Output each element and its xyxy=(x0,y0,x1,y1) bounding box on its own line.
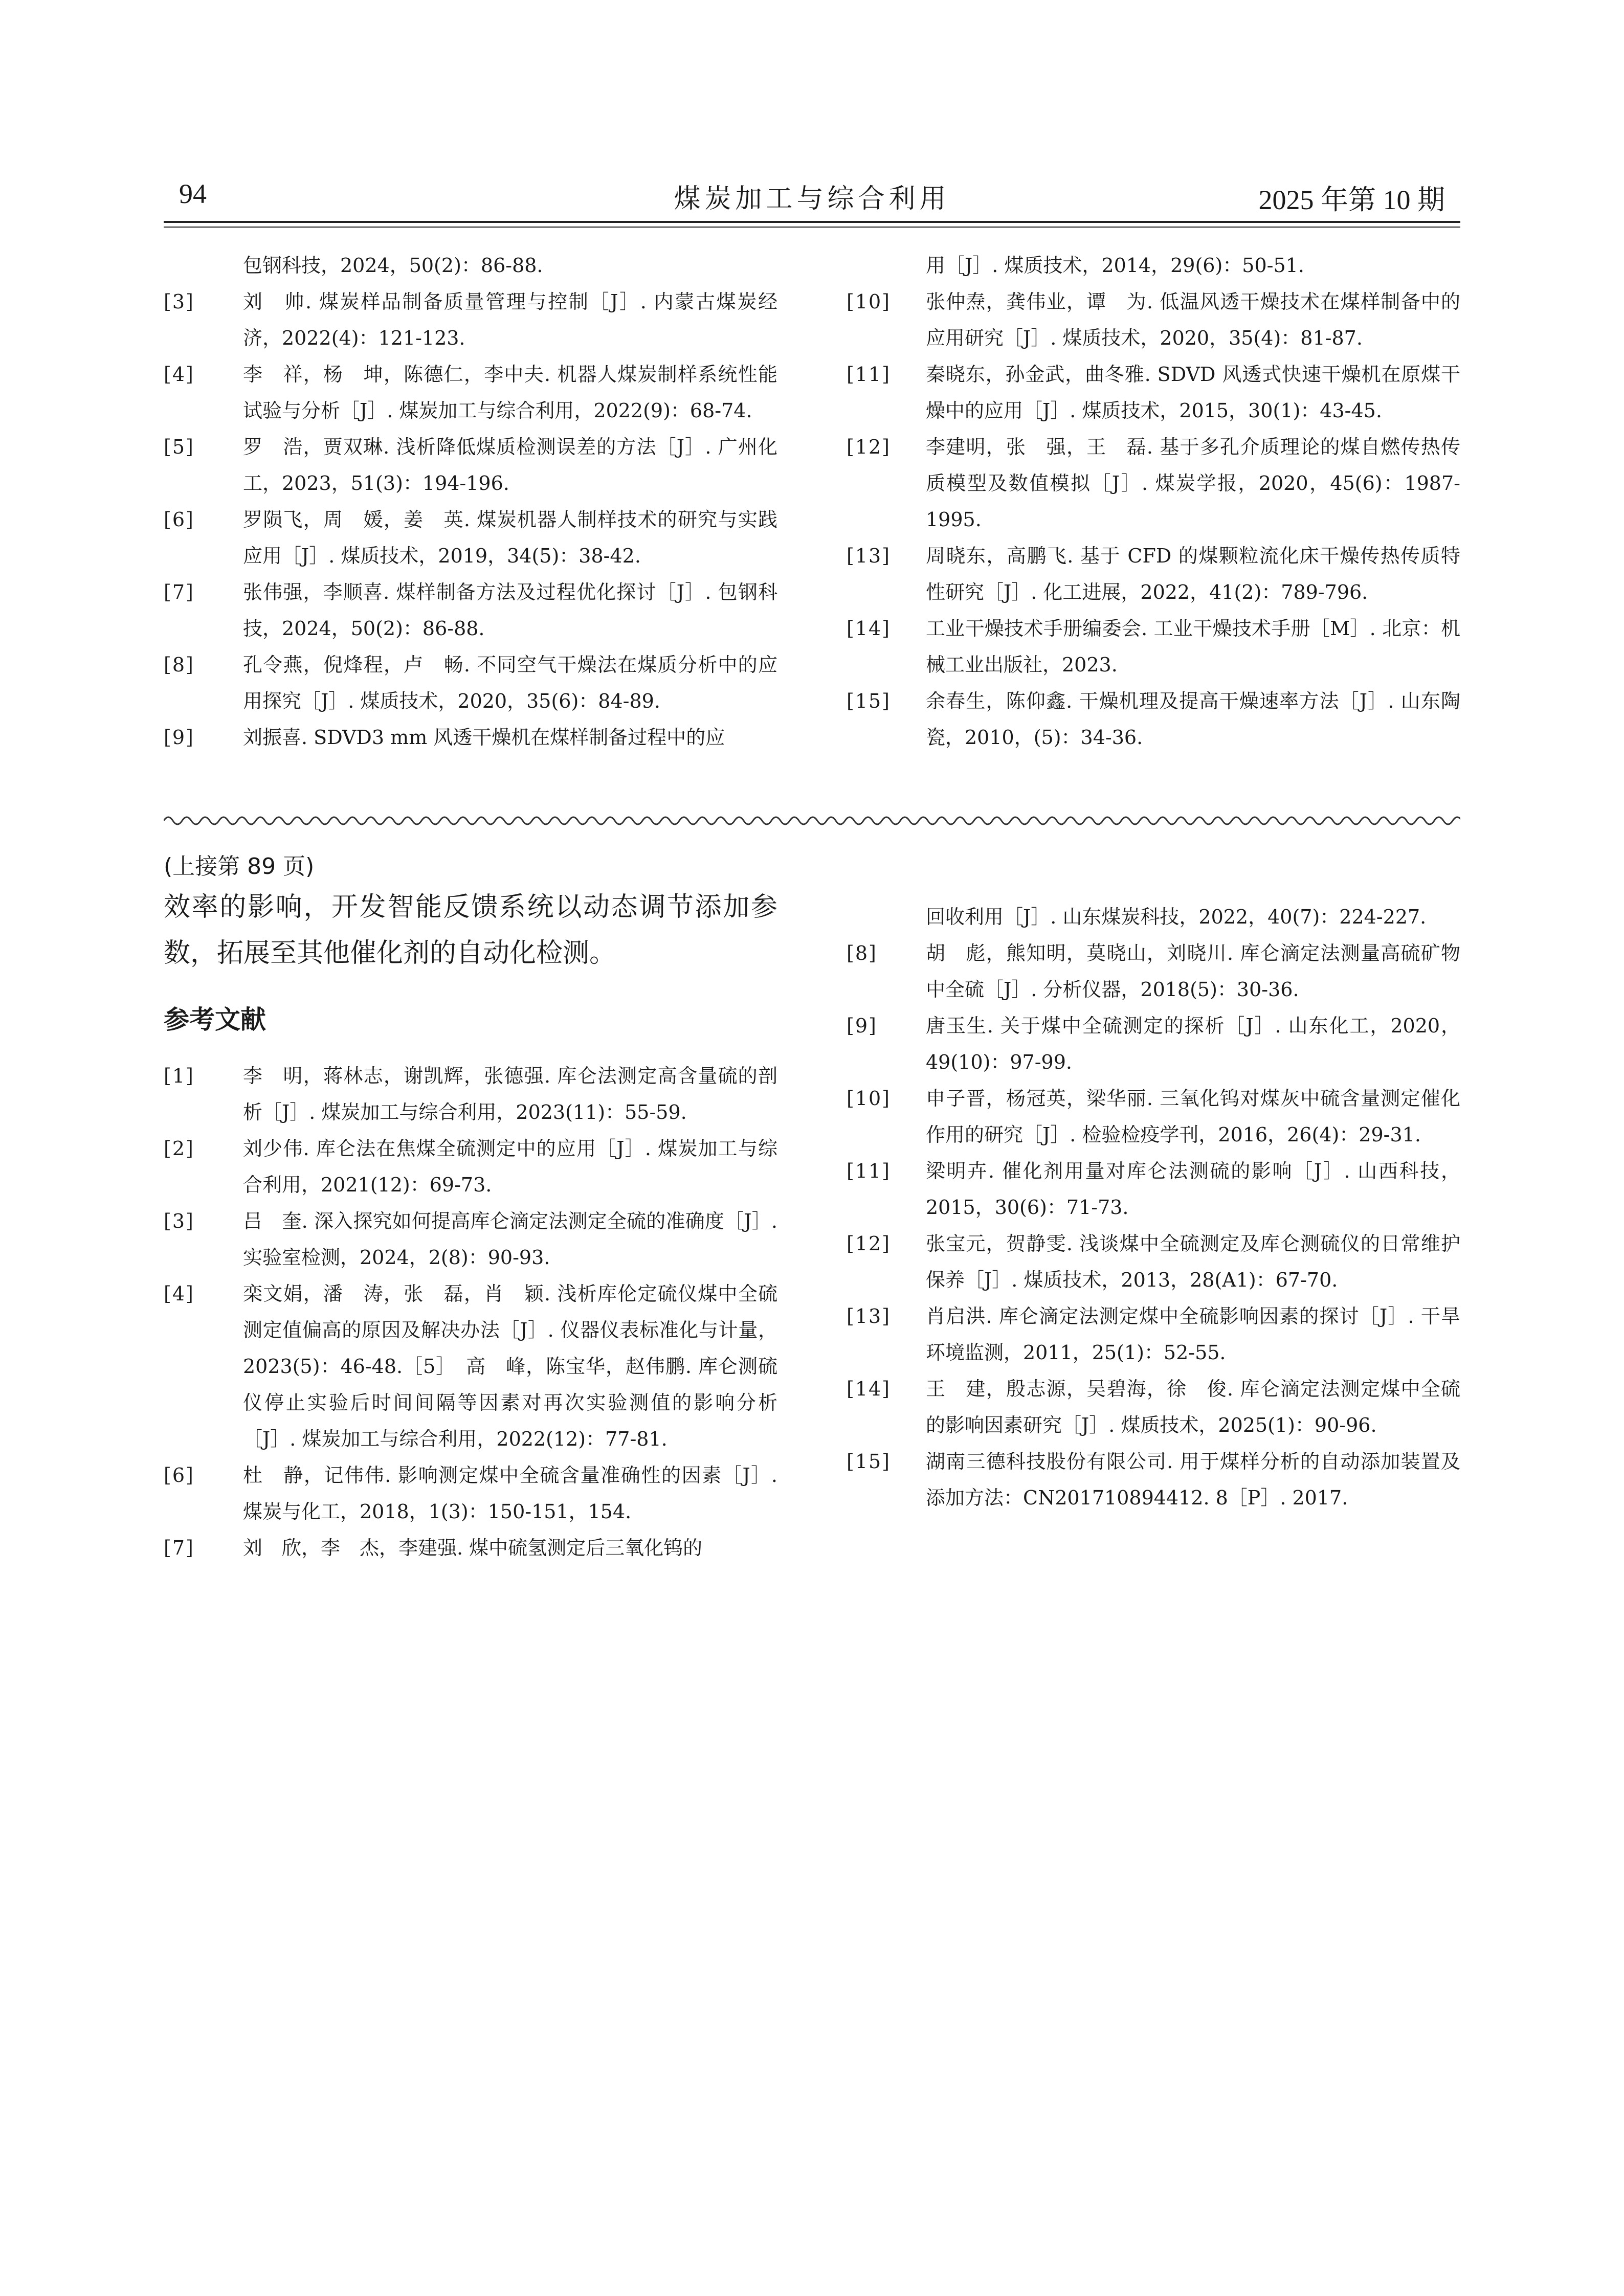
reference-item xyxy=(847,284,1460,356)
reference-number: [4] xyxy=(164,363,194,386)
reference-number: [12] xyxy=(847,1232,891,1255)
reference-item xyxy=(847,1008,1460,1081)
top-left-references xyxy=(164,247,777,756)
header-rule xyxy=(164,221,1460,223)
reference-text: 王 建，殷志源，吴碧海，徐 俊. 库仑滴定法测定煤中全硫的影响因素研究［J］. 煤质技术，2025(1)：90-96. xyxy=(926,1378,1460,1436)
reference-item xyxy=(164,429,777,502)
reference-text: 李 祥，杨 坤，陈德仁，李中夫. 机器人煤炭制样系统性能试验与分析［J］. 煤炭加工与综合利用，2022(9)：68-74. xyxy=(243,363,777,422)
reference-number: [9] xyxy=(164,726,194,749)
running-header xyxy=(164,174,1460,220)
reference-number: [6] xyxy=(164,508,194,531)
reference-number: [10] xyxy=(847,290,891,313)
reference-number: [8] xyxy=(847,942,877,964)
reference-number: [13] xyxy=(847,1305,891,1327)
reference-text: 肖启洪. 库仑滴定法测定煤中全硫影响因素的探讨［J］. 干旱环境监测，2011，25(1)：52-55. xyxy=(926,1305,1460,1364)
journal-title: 煤炭加工与综合利用 xyxy=(674,184,950,214)
reference-text: 申子晋，杨冠英，梁华丽. 三氧化钨对煤灰中硫含量测定催化作用的研究［J］. 检验检疫学刊，2016，26(4)：29-31. xyxy=(926,1087,1460,1146)
reference-number: [5] xyxy=(164,436,194,458)
page-number: 94 xyxy=(179,178,207,209)
reference-item xyxy=(847,1371,1460,1444)
reference-number: [9] xyxy=(847,1015,877,1037)
reference-number: [11] xyxy=(847,1160,891,1182)
reference-number: [10] xyxy=(847,1087,891,1110)
reference-text: 秦晓东，孙金武，曲冬雅. SDVD 风透式快速干燥机在原煤干燥中的应用［J］. 煤质技术，2015，30(1)：43-45. xyxy=(926,363,1460,422)
reference-number: [14] xyxy=(847,617,891,640)
reference-item xyxy=(164,647,777,719)
reference-number: [15] xyxy=(847,690,891,712)
reference-text: 梁明卉. 催化剂用量对库仑法测硫的影响［J］. 山西科技，2015，30(6)：71-73. xyxy=(926,1160,1460,1219)
reference-continuation: 用［J］. 煤质技术，2014，29(6)：50-51. xyxy=(926,254,1304,277)
reference-number: [12] xyxy=(847,436,891,458)
reference-item xyxy=(847,356,1460,429)
wavy-separator xyxy=(164,811,1460,831)
issue-label: 2025 年第 10 期 xyxy=(1258,185,1445,215)
reference-text: 工业干燥技术手册编委会. 工业干燥技术手册［M］. 北京：机械工业出版社，2023. xyxy=(926,617,1460,676)
reference-item xyxy=(164,1058,777,1131)
reference-text: 张仲焘，龚伟业，谭 为. 低温风透干燥技术在煤样制备中的应用研究［J］. 煤质技术，2020，35(4)：81-87. xyxy=(926,290,1460,349)
reference-text: 周晓东，高鹏飞. 基于 CFD 的煤颗粒流化床干燥传热传质特性研究［J］. 化工进展，2022，41(2)：789-796. xyxy=(926,545,1460,603)
reference-item xyxy=(164,502,777,574)
reference-text: 余春生，陈仰鑫. 干燥机理及提高干燥速率方法［J］. 山东陶瓷，2010，(5)：34-36. xyxy=(926,690,1460,749)
reference-number: [2] xyxy=(164,1137,194,1160)
reference-item xyxy=(847,429,1460,538)
reference-text: 刘少伟. 库仑法在焦煤全硫测定中的应用［J］. 煤炭加工与综合利用，2021(12)：69-73. xyxy=(243,1137,777,1196)
reference-item xyxy=(847,538,1460,611)
reference-text: 刘 欣，李 杰，李建强. 煤中硫氢测定后三氧化钨的 xyxy=(243,1537,703,1559)
reference-text: 李建明，张 强，王 磊. 基于多孔介质理论的煤自燃传热传质模型及数值模拟［J］. 煤炭学报，2020，45(6)：1987-1995. xyxy=(926,436,1460,531)
reference-item xyxy=(847,1226,1460,1298)
reference-item xyxy=(847,1444,1460,1516)
reference-text: 栾文娟，潘 涛，张 磊，肖 颖. 浅析库伦定硫仪煤中全硫测定值偏高的原因及解决办法［J］. 仪器仪表标准化与计量，2023(5)：46-48.［5］ 高 峰，陈宝华，赵伟鹏. 库仑测硫仪停止实验后时间间隔等因素对再次实验测值的影响分析［J］. 煤炭加工与综合利用，2022(12)：77-81. xyxy=(243,1282,777,1450)
reference-text: 罗 浩，贾双琳. 浅析降低煤质检测误差的方法［J］. 广州化工，2023，51(3)：194-196. xyxy=(243,436,777,494)
reference-item xyxy=(164,1457,777,1530)
reference-item xyxy=(164,1203,777,1276)
reference-number: [4] xyxy=(164,1282,194,1305)
reference-text: 刘振喜. SDVD3 mm 风透干燥机在煤样制备过程中的应 xyxy=(243,726,725,749)
reference-number: [6] xyxy=(164,1464,194,1487)
reference-item xyxy=(847,1081,1460,1153)
reference-number: [13] xyxy=(847,545,891,567)
reference-number: [3] xyxy=(164,290,194,313)
reference-item xyxy=(164,1131,777,1203)
reference-text: 张伟强，李顺喜. 煤样制备方法及过程优化探讨［J］. 包钢科技，2024，50(2)：86-88. xyxy=(243,581,777,640)
reference-item xyxy=(847,1298,1460,1371)
reference-text: 李 明，蒋林志，谢凯辉，张德强. 库仑法测定高含量硫的剖析［J］. 煤炭加工与综合利用，2023(11)：55-59. xyxy=(243,1065,777,1123)
reference-text: 张宝元，贺静雯. 浅谈煤中全硫测定及库仑测硫仪的日常维护保养［J］. 煤质技术，2013，28(A1)：67-70. xyxy=(926,1232,1460,1291)
reference-text: 湖南三德科技股份有限公司. 用于煤样分析的自动添加装置及添加方法：CN201710894412. 8［P］. 2017. xyxy=(926,1450,1460,1509)
reference-item xyxy=(164,284,777,356)
continued-from-note: (上接第 89 页) xyxy=(164,853,315,880)
reference-continuation: 回收利用［J］. 山东煤炭科技，2022，40(7)：224-227. xyxy=(926,906,1427,928)
reference-item xyxy=(164,719,777,756)
references-heading: 参考文献 xyxy=(164,1005,266,1034)
reference-item xyxy=(847,1153,1460,1226)
reference-continuation: 包钢科技，2024，50(2)：86-88. xyxy=(243,254,543,277)
reference-text: 唐玉生. 关于煤中全硫测定的探析［J］. 山东化工，2020，49(10)：97-99. xyxy=(926,1015,1460,1073)
reference-item xyxy=(164,356,777,429)
header-rule-thin xyxy=(164,227,1460,228)
bottom-left-column xyxy=(164,851,777,1566)
reference-number: [11] xyxy=(847,363,891,386)
reference-text: 胡 彪，熊知明，莫晓山，刘晓川. 库仑滴定法测量高硫矿物中全硫［J］. 分析仪器，2018(5)：30-36. xyxy=(926,942,1460,1001)
reference-text: 杜 静，记伟伟. 影响测定煤中全硫含量准确性的因素［J］. 煤炭与化工，2018，1(3)：150-151，154. xyxy=(243,1464,777,1523)
reference-number: [8] xyxy=(164,654,194,676)
reference-item xyxy=(847,683,1460,756)
reference-number: [7] xyxy=(164,1537,194,1559)
reference-item xyxy=(164,1276,777,1457)
reference-text: 刘 帅. 煤炭样品制备质量管理与控制［J］. 内蒙古煤炭经济，2022(4)：121-123. xyxy=(243,290,777,349)
reference-item xyxy=(847,611,1460,683)
reference-number: [14] xyxy=(847,1378,891,1400)
reference-item xyxy=(164,1530,777,1566)
reference-number: [1] xyxy=(164,1065,194,1087)
reference-number: [15] xyxy=(847,1450,891,1473)
reference-item xyxy=(847,935,1460,1008)
bottom-right-references xyxy=(847,899,1460,1516)
reference-item xyxy=(164,574,777,647)
reference-number: [7] xyxy=(164,581,194,603)
article-body-text: 效率的影响，开发智能反馈系统以动态调节添加参数，拓展至其他催化剂的自动化检测。 xyxy=(164,892,777,969)
reference-text: 吕 奎. 深入探究如何提高库仑滴定法测定全硫的准确度［J］. 实验室检测，2024，2(8)：90-93. xyxy=(243,1210,777,1269)
reference-text: 罗陨飞，周 媛，姜 英. 煤炭机器人制样技术的研究与实践应用［J］. 煤质技术，2019，34(5)：38-42. xyxy=(243,508,777,567)
reference-text: 孔令燕，倪烽程，卢 畅. 不同空气干燥法在煤质分析中的应用探究［J］. 煤质技术，2020，35(6)：84-89. xyxy=(243,654,777,712)
reference-number: [3] xyxy=(164,1210,194,1232)
top-right-references xyxy=(847,247,1460,756)
